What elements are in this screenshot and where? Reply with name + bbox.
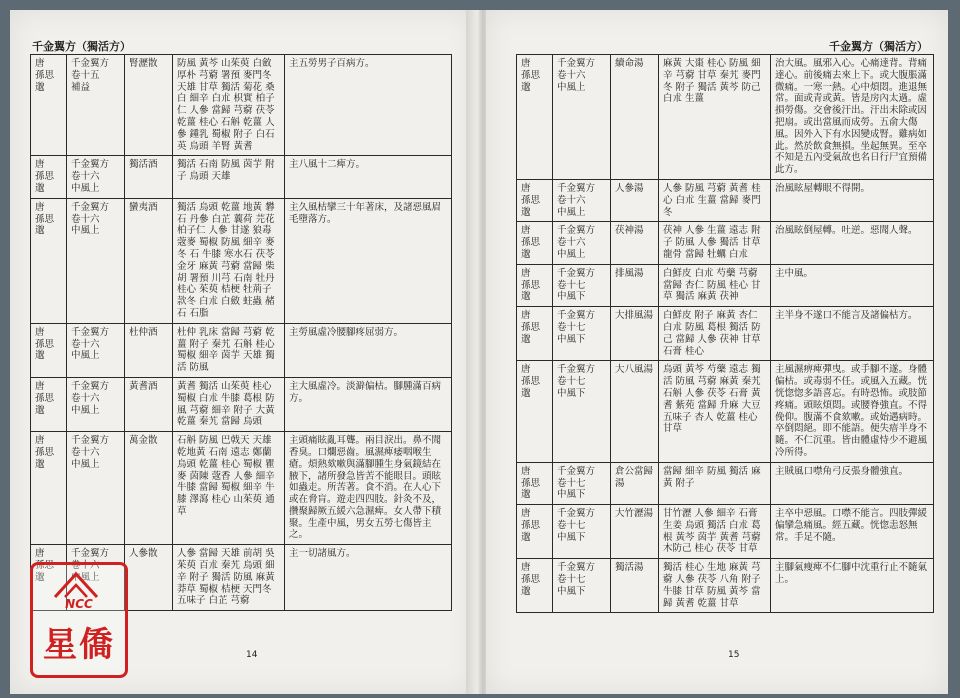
triangle-logo-icon xyxy=(51,571,101,599)
table-row xyxy=(31,198,452,323)
table-row xyxy=(31,55,452,156)
indication-cell: 主勞風虛冷腰腳疼屈弱方。 xyxy=(285,323,452,377)
table-row xyxy=(517,264,934,306)
herbs-cell: 白鮮皮 附子 麻黃 杏仁 白朮 防風 葛根 獨活 防己 當歸 人參 茯神 甘草 石膏 桂心 xyxy=(659,307,771,361)
indication-cell: 主風濕痹痺彈曳。或手腳不遂。身體偏枯。或毒弱不任。或風入五藏。恍恍惚惚多語喜忘。有時恐怖。或肢節疼痛。頭眩煩悶。或腰脊強直。不得俛仰。腹滿不食欬嗽。或始遇病時。卒倒悶絕。即不能語。便失瘖半身不隨。不仁沉重。皆由體虛恃少不避風冷所得。 xyxy=(771,361,934,462)
page-number: 15 xyxy=(728,650,740,660)
watermark-main-text: 星僑 xyxy=(43,625,115,665)
source-cell: 千金翼方 卷十六 中風上 xyxy=(67,198,125,323)
indication-cell: 主八風十二痺方。 xyxy=(285,156,452,198)
author-cell: 唐 孫思邈 xyxy=(31,545,67,611)
formula-name-cell: 排風湯 xyxy=(611,264,659,306)
indication-cell: 主卒中惡風。口噤不能言。四肢彈緩偏攣急痛風。經五藏。恍惚恚怒無常。手足不隨。 xyxy=(771,505,934,559)
table-row xyxy=(517,222,934,264)
indication-cell: 主腳氣瘦痺不仁腳中沈重行止不隨氣上。 xyxy=(771,559,934,613)
formula-name-cell: 大竹瀝湯 xyxy=(611,505,659,559)
herbs-cell: 當歸 細辛 防風 獨活 麻黃 附子 xyxy=(659,462,771,504)
author-cell: 唐 孫思邈 xyxy=(517,307,553,361)
author-cell: 唐 孫思邈 xyxy=(517,361,553,462)
indication-cell: 治風眩倒屋轉。吐逆。惡聞人聲。 xyxy=(771,222,934,264)
source-cell: 千金翼方 卷十七 中風下 xyxy=(553,559,611,613)
formula-name-cell: 獨活湯 xyxy=(611,559,659,613)
table-row xyxy=(31,323,452,377)
indication-cell: 主五勞男子百病方。 xyxy=(285,55,452,156)
herbs-cell: 烏頭 黃芩 芍藥 遠志 獨活 防風 芎藭 麻黃 秦艽 石斛 人參 茯苓 石膏 黃耆 紫苑 當歸 升麻 大豆 五味子 杏人 乾薑 桂心 甘草 xyxy=(659,361,771,462)
table-row xyxy=(517,361,934,462)
herbs-cell: 防風 黃芩 山茱萸 白斂 厚朴 芎藭 署預 麥門冬 天雄 甘草 獨活 菊花 桑白 細辛 白朮 枳實 柏子仁 人參 當歸 芎藭 茯苓 乾薑 桂心 石斛 乾薑 人參 鍾乳 蜀椒 附子 白石英 烏頭 羊腎 黃耆 xyxy=(173,55,285,156)
formula-name-cell: 杜仲酒 xyxy=(125,323,173,377)
indication-cell: 主久風枯攣三十年著床，及諸惡風眉毛墮落方。 xyxy=(285,198,452,323)
right-page xyxy=(486,10,948,694)
page-number: 14 xyxy=(246,650,258,660)
source-cell: 千金翼方 卷十五 補益 xyxy=(67,55,125,156)
source-cell: 千金翼方 卷十六 中風上 xyxy=(553,179,611,221)
herbs-cell: 石斛 防風 巴戟天 天雄 乾地黃 石南 遠志 鄭蘭 烏頭 乾薑 桂心 蜀椒 瞿麥 茵陳 蔲香 人參 細辛 牛膝 當歸 蜀椒 細辛 牛膝 澤瀉 桂心 山茱萸 通草 xyxy=(173,432,285,545)
ncc-watermark-stamp xyxy=(30,562,128,678)
author-cell: 唐 孫思邈 xyxy=(31,198,67,323)
running-head: 千金翼方（獨活方） xyxy=(829,40,928,53)
source-cell: 千金翼方 卷十六 中風上 xyxy=(553,222,611,264)
watermark-top-text: NCC xyxy=(65,597,93,611)
herbs-cell: 獨活 烏頭 乾薑 地黃 礬石 丹參 白芷 蘘荷 芫花 柏子仁 人參 甘遂 狼毒 蔲麥 蜀椒 防風 細辛 麥冬 石 牛膝 寒水石 茯苓 金牙 麻黃 芎藭 當歸 柴胡 署預 川芎 石南 牡丹 桂心 茱萸 桔梗 牡荊子 款冬 白朮 白斂 蛀蟲 赭石 石脂 xyxy=(173,198,285,323)
running-head: 千金翼方（獨活方） xyxy=(32,40,131,53)
author-cell: 唐 孫思邈 xyxy=(517,505,553,559)
formula-name-cell: 獨活酒 xyxy=(125,156,173,198)
table-row xyxy=(517,462,934,504)
author-cell: 唐 孫思邈 xyxy=(31,377,67,431)
table-row xyxy=(31,156,452,198)
indication-cell: 治大風。風邪入心。心痛達背。背痛達心。前後痛去來上下。或大腹脹滿微痛。一寒一熱。心中煩悶。進退無常。面或青或黃。皆是房內太過。虛損勞傷。交會後汗出。汗出未除或因把扇。或出當風而成勞。五俞大傷風。因外入下有水因變成腎。雞病如此。然於飲食無損。坐起無異。至卒不知是五內受氣故也名日行尸宜預備此方。 xyxy=(771,55,934,180)
formula-name-cell: 萬金散 xyxy=(125,432,173,545)
author-cell: 唐 孫思邈 xyxy=(517,222,553,264)
formula-table-body xyxy=(31,55,452,611)
formula-name-cell: 大八風湯 xyxy=(611,361,659,462)
author-cell: 唐 孫思邈 xyxy=(31,323,67,377)
author-cell: 唐 孫思邈 xyxy=(517,462,553,504)
indication-cell: 治風眩屋轉眼不得開。 xyxy=(771,179,934,221)
herbs-cell: 甘竹瀝 人參 細辛 石膏 生姜 烏頭 獨活 白朮 葛根 黃芩 茵芋 黃耆 芎藭 木防己 桂心 茯苓 甘草 xyxy=(659,505,771,559)
formula-name-cell: 蠻夷酒 xyxy=(125,198,173,323)
herbs-cell: 麻黃 大棗 桂心 防風 細辛 芎藭 甘草 秦艽 麥門冬 附子 獨活 黃芩 防己 白朮 生薑 xyxy=(659,55,771,180)
table-row xyxy=(31,432,452,545)
formula-table xyxy=(516,54,934,613)
table-row xyxy=(31,377,452,431)
indication-cell: 主大風虛冷。淡澼偏枯。腳腫滿百病方。 xyxy=(285,377,452,431)
table-row xyxy=(517,559,934,613)
source-cell: 千金翼方 卷十六 中風上 xyxy=(553,55,611,180)
formula-name-cell: 人參湯 xyxy=(611,179,659,221)
herbs-cell: 黃耆 獨活 山茱萸 桂心 蜀椒 白朮 牛膝 葛根 防風 芎藭 細辛 附子 大黃 乾薑 秦艽 當歸 烏頭 xyxy=(173,377,285,431)
source-cell: 千金翼方 卷十六 中風上 xyxy=(67,156,125,198)
source-cell: 千金翼方 卷十七 中風下 xyxy=(553,307,611,361)
formula-name-cell: 腎瀝散 xyxy=(125,55,173,156)
herbs-cell: 人參 防風 芎藭 黃耆 桂心 白朮 生薑 當歸 麥門冬 xyxy=(659,179,771,221)
herbs-cell: 人參 當歸 天雄 前胡 吳茱萸 百朮 秦艽 烏頭 細辛 附子 獨活 防風 麻黃 莽草 蜀椒 桔梗 天門冬 五味子 白芷 芎藭 xyxy=(173,545,285,611)
table-row xyxy=(517,307,934,361)
indication-cell: 主頭痛眩亂耳聾。兩目淚出。鼻不聞香臭。口爛惡齒。風濕痺痿咽喉生瘡。煩熱欬嗽與滿腳腫生身氣鏡結在腋下，諸所發急皆苦不能眼目。頭眩如蟲走。所苦著。食不消。在人心下或在脅肓。遊走四四肢。針灸不及，攢聚歸厥五緩六急濕痺。女人帶下積聚。生產中風，男女五勞七傷皆主之。 xyxy=(285,432,452,545)
source-cell: 千金翼方 卷十六 中風上 xyxy=(67,323,125,377)
source-cell: 千金翼方 卷十六 中風上 xyxy=(67,377,125,431)
source-cell: 千金翼方 卷十六 中風上 xyxy=(67,432,125,545)
author-cell: 唐 孫思邈 xyxy=(31,55,67,156)
formula-name-cell: 大排風湯 xyxy=(611,307,659,361)
herbs-cell: 白鮮皮 白朮 芍藥 芎藭 當歸 杏仁 防風 桂心 甘草 獨活 麻黃 茯神 xyxy=(659,264,771,306)
formula-name-cell: 倉公當歸湯 xyxy=(611,462,659,504)
source-cell: 千金翼方 卷十六 中風上 xyxy=(67,545,125,611)
author-cell: 唐 孫思邈 xyxy=(517,55,553,180)
formula-name-cell: 黃耆酒 xyxy=(125,377,173,431)
herbs-cell: 獨活 石南 防風 茵芋 附子 烏頭 天雄 xyxy=(173,156,285,198)
herbs-cell: 獨活 桂心 生地 麻黃 芎藭 人參 茯苓 八角 附子 牛膝 甘草 防風 黃芩 當歸 黃耆 乾薑 甘草 xyxy=(659,559,771,613)
formula-table xyxy=(30,54,452,611)
table-row xyxy=(517,55,934,180)
author-cell: 唐 孫思邈 xyxy=(31,156,67,198)
table-row xyxy=(517,505,934,559)
indication-cell: 主賊風口噤角弓反張身體強直。 xyxy=(771,462,934,504)
source-cell: 千金翼方 卷十七 中風下 xyxy=(553,361,611,462)
formula-name-cell: 茯神湯 xyxy=(611,222,659,264)
author-cell: 唐 孫思邈 xyxy=(517,264,553,306)
formula-name-cell: 人參散 xyxy=(125,545,173,611)
formula-name-cell: 續命湯 xyxy=(611,55,659,180)
formula-table-body xyxy=(517,55,934,613)
herbs-cell: 杜仲 乳床 當歸 芎藭 乾薑 附子 秦艽 石斛 桂心 蜀椒 細辛 茵芋 天雄 獨活 防風 xyxy=(173,323,285,377)
source-cell: 千金翼方 卷十七 中風下 xyxy=(553,462,611,504)
author-cell: 唐 孫思邈 xyxy=(517,179,553,221)
indication-cell: 主半身不遂口不能言及諸偏枯方。 xyxy=(771,307,934,361)
indication-cell: 主中風。 xyxy=(771,264,934,306)
author-cell: 唐 孫思邈 xyxy=(517,559,553,613)
source-cell: 千金翼方 卷十七 中風下 xyxy=(553,505,611,559)
herbs-cell: 茯神 人參 生薑 遠志 附子 防風 人參 獨活 甘草 龍骨 當歸 牡蠣 白朮 xyxy=(659,222,771,264)
author-cell: 唐 孫思邈 xyxy=(31,432,67,545)
indication-cell: 主一切諸風方。 xyxy=(285,545,452,611)
table-row xyxy=(517,179,934,221)
source-cell: 千金翼方 卷十七 中風下 xyxy=(553,264,611,306)
